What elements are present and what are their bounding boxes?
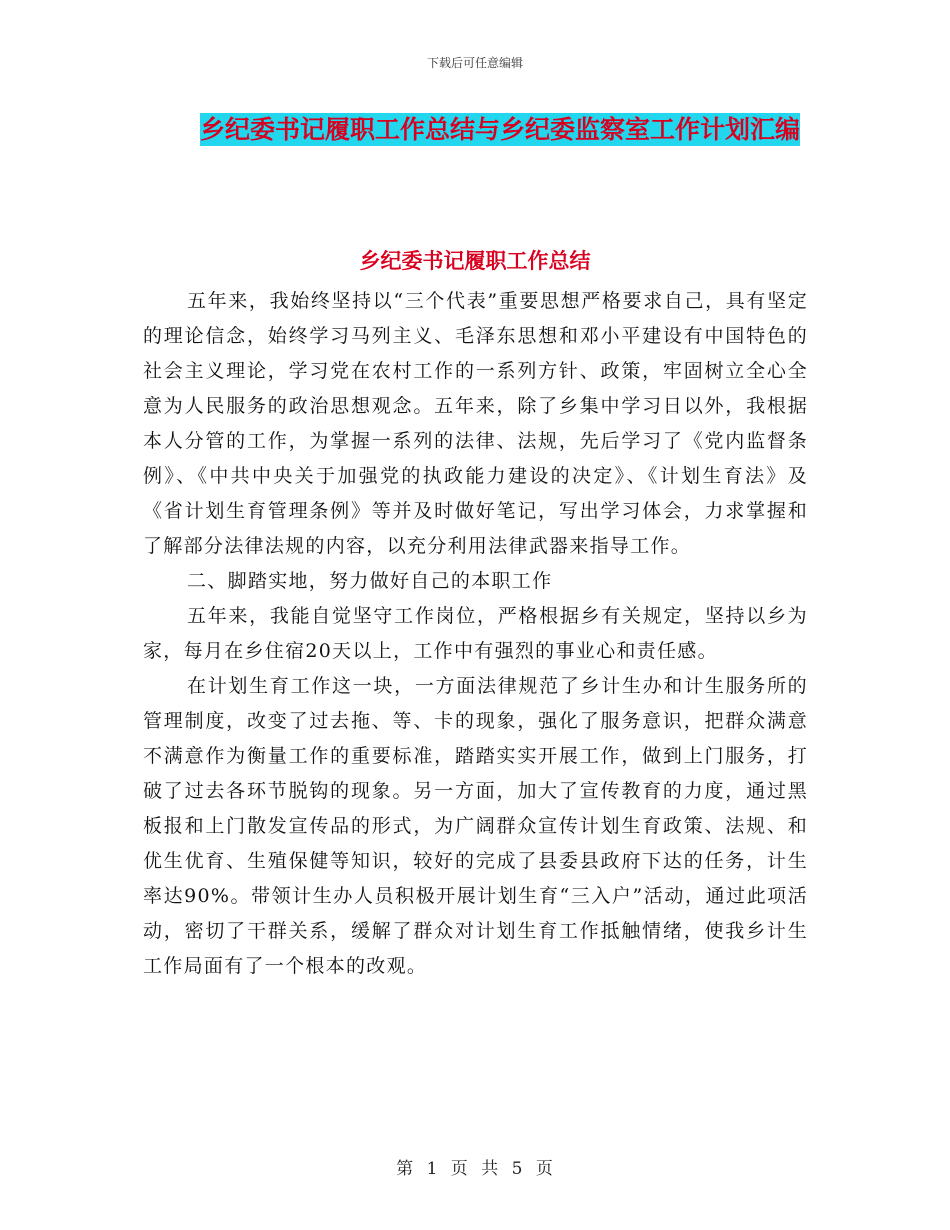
page-footer: [0, 1154, 950, 1179]
paragraph: 五年来，我能自觉坚守工作岗位，严格根据乡有关规定，坚持以乡为家，每月在乡住宿20天以上，工作中有强烈的事业心和责任感。: [143, 605, 808, 662]
section-title: 乡纪委书记履职工作总结: [359, 248, 591, 273]
footer-total-unit: 页: [535, 1159, 554, 1179]
document-title: [180, 108, 820, 152]
paragraph: 在计划生育工作这一块，一方面法律规范了乡计生办和计生服务所的管理制度，改变了过去拖、等、卡的现象，强化了服务意识，把群众满意不满意作为衡量工作的重要标准，踏踏实实开展工作，做到上门服务，打破了过去各环节脱钩的现象。另一方面，加大了宣传教育的力度，通过黑板报和上门散发宣传品的形式，为广阔群众宣传计划生育政策、法规、和优生优育、生殖保健等知识，较好的完成了县委县政府下达的任务，计生率达90%。带领计生办人员积极开展计划生育“三入户”活动，通过此项活动，密切了干群关系，缓解了群众对计划生育工作抵触情绪，使我乡计生工作局面有了一个根本的改观。: [143, 675, 808, 977]
header-note: 下载后可任意编辑: [426, 56, 523, 70]
document-title-text: 乡纪委书记履职工作总结与乡纪委监察室工作计划汇编: [199, 115, 800, 144]
body-text: [143, 284, 808, 984]
footer-page-number: 1: [426, 1159, 439, 1179]
paragraph: 五年来，我始终坚持以“三个代表”重要思想严格要求自己，具有坚定的理论信念，始终学习马列主义、毛泽东思想和邓小平建设有中国特色的社会主义理论，学习党在农村工作的一系列方针、政策，牢固树立全心全意为人民服务的政治思想观念。五年来，除了乡集中学习日以外，我根据本人分管的工作，为掌握一系列的法律、法规，先后学习了《党内监督条例》、《中共中央关于加强党的执政能力建设的决定》、《计划生育法》及《省计划生育管理条例》等并及时做好笔记，写出学习体会，力求掌握和了解部分法律法规的内容，以充分利用法律武器来指导工作。: [143, 290, 808, 557]
footer-prefix: 第: [396, 1159, 415, 1179]
paragraph: 二、脚踏实地，努力做好自己的本职工作: [187, 570, 553, 592]
footer-total-prefix: 共: [481, 1159, 500, 1179]
footer-page-unit: 页: [450, 1159, 469, 1179]
footer-total-pages: 5: [511, 1159, 524, 1179]
